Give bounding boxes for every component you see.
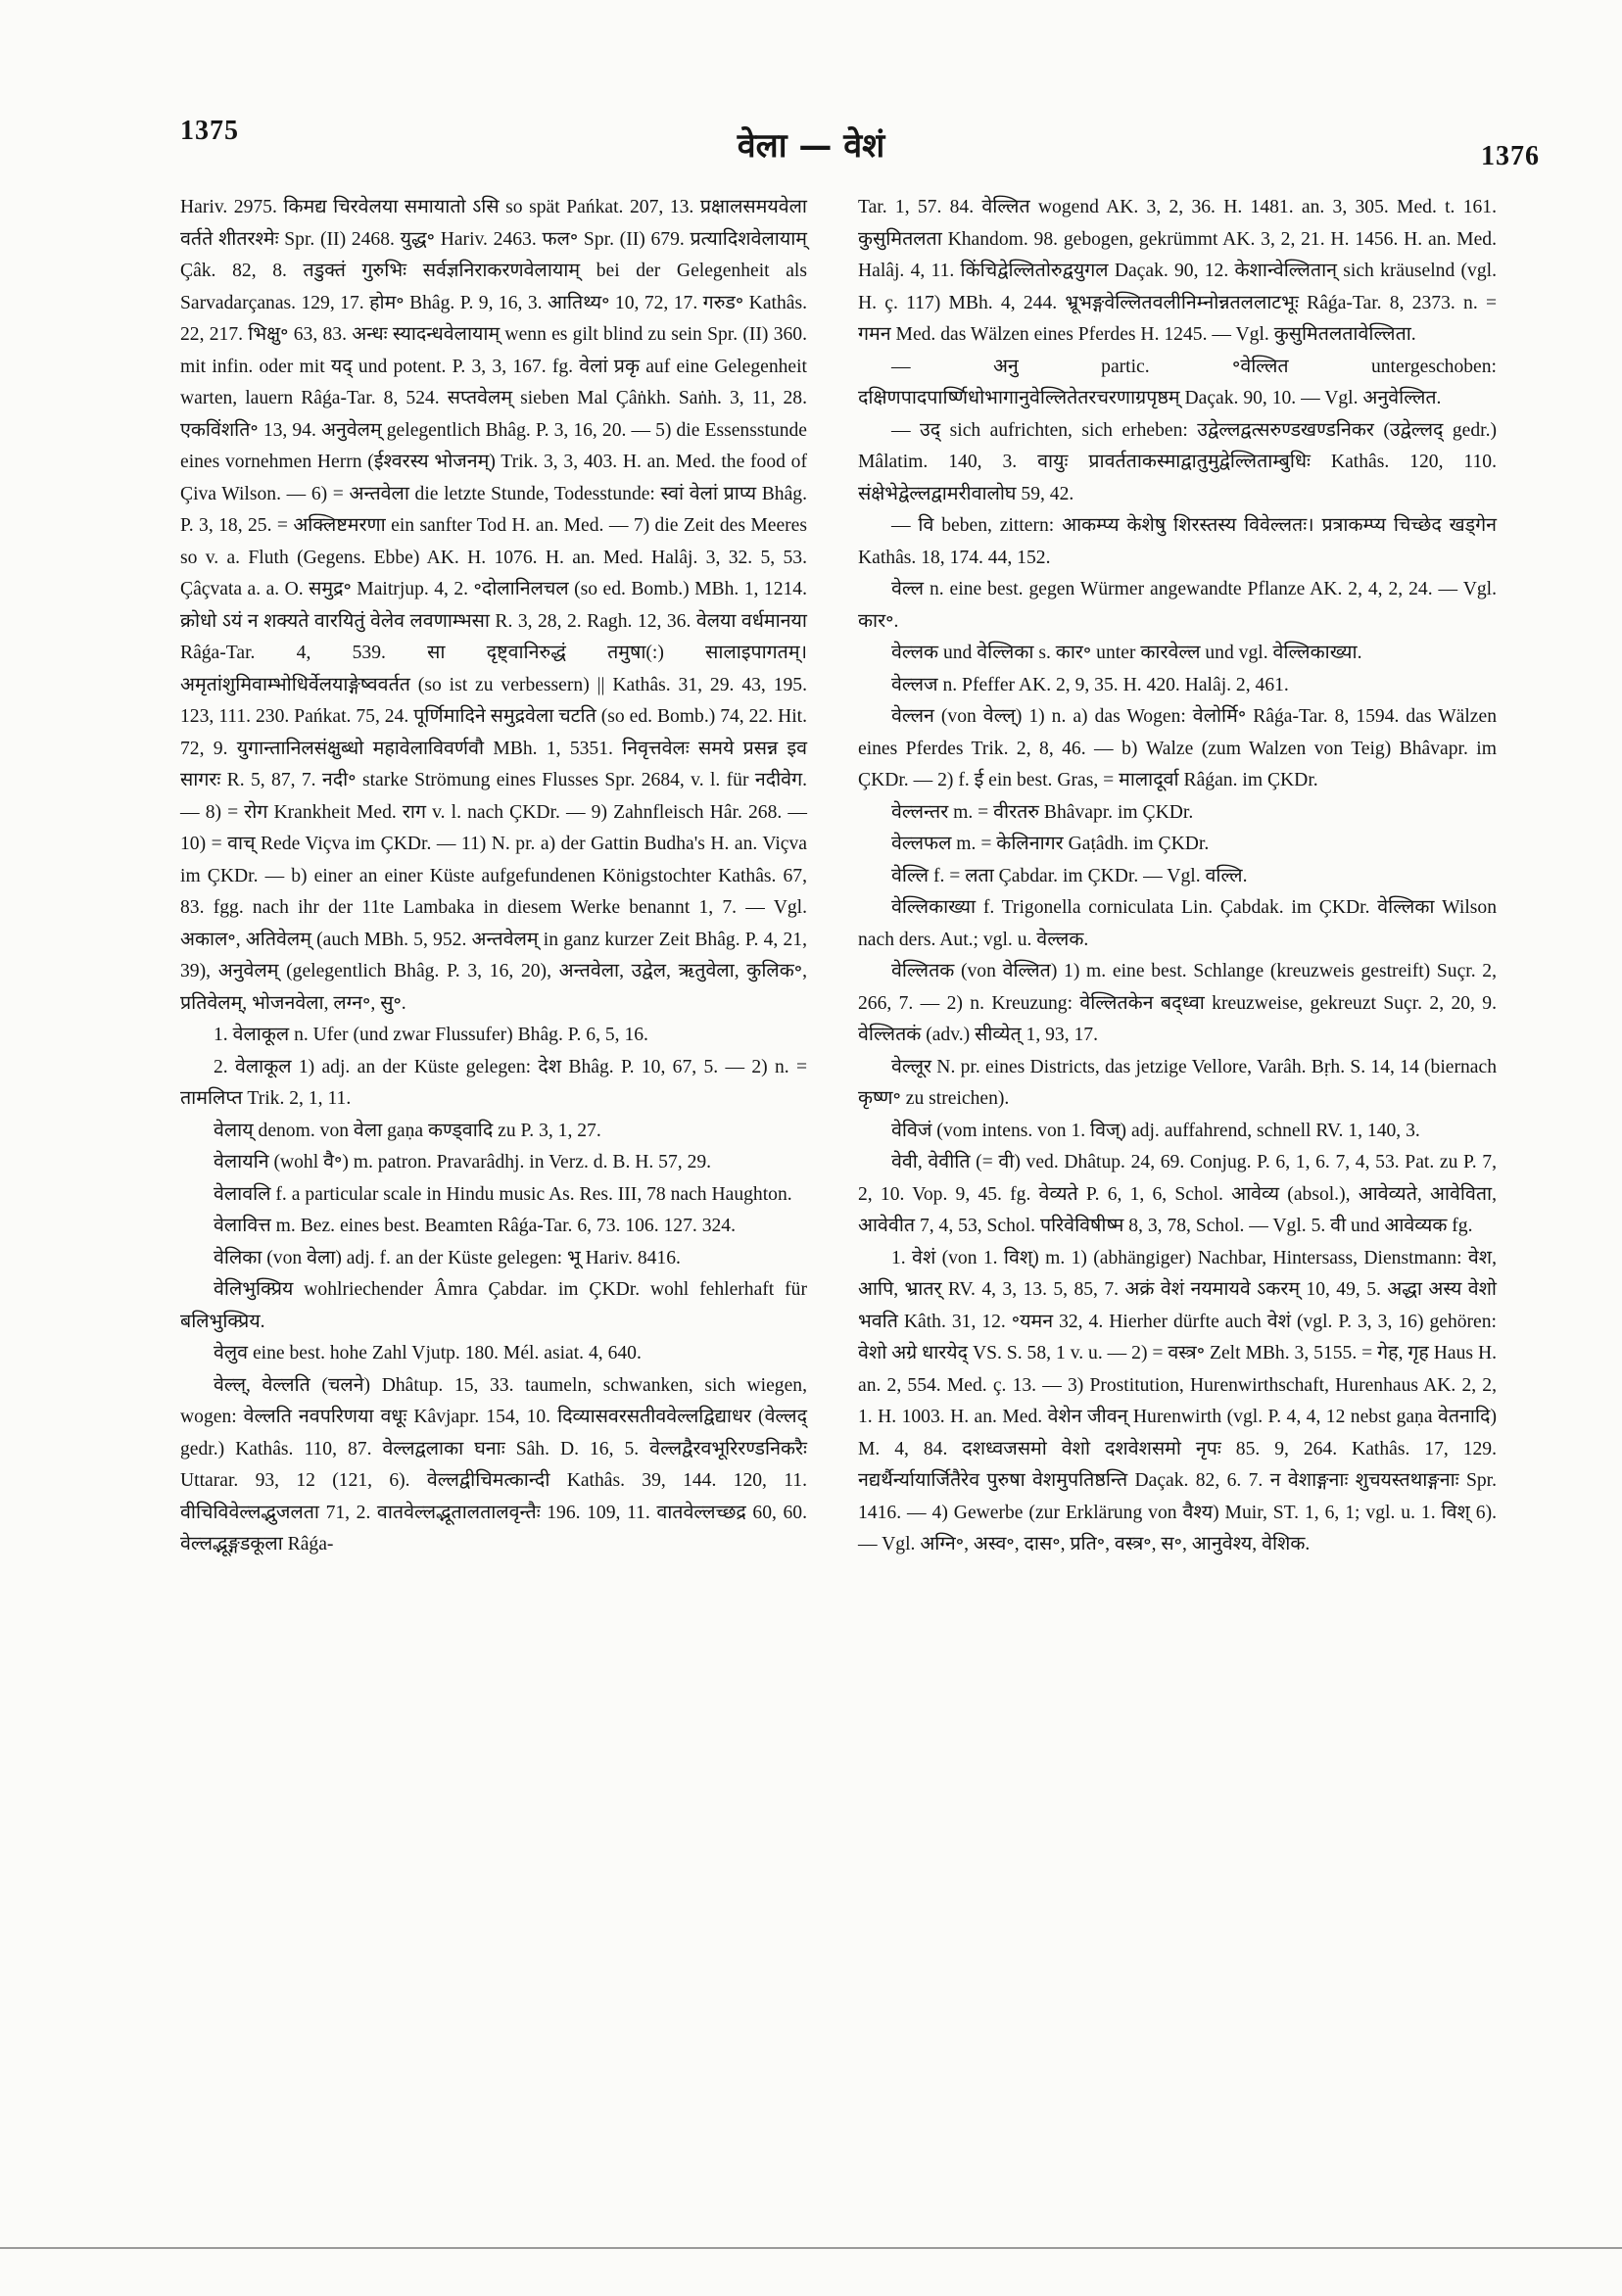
page-number-left: 1375 xyxy=(180,116,239,146)
dictionary-entry: वेल्लितक (von वेल्लित) 1) m. eine best. Schlange (kreuzweis gestreift) Suçr. 2, 266, 7. — 2) n. Kreuzung: वेल्लितकेन बद्ध्वा kreuzweise, gekreuzt Suçr. 2, 20, 9. वेल्लितकं (adv.) सीव्येत् 1, 93, 17. xyxy=(858,961,1497,1045)
dictionary-entry: वेलाय् denom. von वेला gaṇa कण्ड्वादि zu P. 3, 1, 27. xyxy=(214,1120,601,1141)
dictionary-entry: वेल्लि f. = लता Çabdar. im ÇKDr. — Vgl. वल्लि. xyxy=(891,865,1248,886)
dictionary-entry: वेल्लन (von वेल्ल्) 1) n. a) das Wogen: वेलोर्मि॰ Râǵa-Tar. 8, 1594. das Wälzen eines Pferdes Trik. 2, 8, 46. — b) Walze (zum Walzen von Teig) Bhâvapr. im ÇKDr. — 2) f. ई ein best. Gras, = मालादूर्वा Râǵan. im ÇKDr. xyxy=(858,706,1497,790)
footer-rule xyxy=(0,2247,1622,2249)
dictionary-entry: वेल्लूर N. pr. eines Districts, das jetzige Vellore, Varâh. Bṛh. S. 14, 14 (biernach कृष्ण॰ zu streichen). xyxy=(858,1056,1497,1109)
dictionary-entry: वेल्लक und वेल्लिका s. कार॰ unter कारवेल्ल und vgl. वेल्लिकाख्या. xyxy=(891,643,1362,663)
dictionary-entry: — वि beben, zittern: आकम्प्य केशेषु शिरस्तस्य विवेल्लतः। प्रत्राकम्प्य चिच्छेद खड्गेन Kathâs. 18, 174. 44, 152. xyxy=(858,515,1497,568)
dictionary-entry: वेल्लिकाख्या f. Trigonella corniculata Lin. Çabdak. im ÇKDr. वेल्लिका Wilson nach ders. Aut.; vgl. u. वेल्लक. xyxy=(858,897,1497,950)
page-number-right: 1376 xyxy=(1481,141,1540,171)
dictionary-entry: वेविजं (vom intens. von 1. विज्) adj. auffahrend, schnell RV. 1, 140, 3. xyxy=(891,1120,1420,1141)
page-header xyxy=(0,0,1622,171)
dictionary-entry: वेलिभुक्प्रिय wohlriechender Âmra Çabdar. im ÇKDr. wohl fehlerhaft für बलिभुक्प्रिय. xyxy=(180,1279,807,1332)
dictionary-entry: Hariv. 2975. किमद्य चिरवेलया समायातो ऽसि so spät Pańkat. 207, 13. प्रक्षालसमयवेला वर्तते शीतरश्मेः Spr. (II) 2468. युद्ध॰ Hariv. 2463. फल॰ Spr. (II) 679. प्रत्यादिशवेलायाम् Çâk. 82, 8. तडुक्तं गुरुभिः सर्वज्ञनिराकरणवेलायाम् bei der Gelegenheit als Sarvadarçanas. 129, 17. होम॰ Bhâg. P. 9, 16, 3. आतिथ्य॰ 10, 72, 17. गरुड॰ Kathâs. 22, 217. भिक्षु॰ 63, 83. अन्धः स्यादन्धवेलायाम् wenn es gilt blind zu sein Spr. (II) 360. mit infin. oder mit यद् und potent. P. 3, 3, 167. fg. वेलां प्रकृ auf eine Gelegenheit warten, lauern Râǵa-Tar. 8, 524. सप्तवेलम् sieben Mal Çâṅkh. Saṅh. 3, 11, 28. एकविंशति॰ 13, 94. अनुवेलम् gelegentlich Bhâg. P. 3, 16, 20. — 5) die Essensstunde eines vornehmen Herrn (ईश्वरस्य भोजनम्) Trik. 3, 3, 403. H. an. Med. the food of Çiva Wilson. — 6) = अन्तवेला die letzte Stunde, Todesstunde: स्वां वेलां प्राप्य Bhâg. P. 3, 18, 25. = अक्लिष्टमरणा ein sanfter Tod H. an. Med. — 7) die Zeit des Meeres so v. a. Fluth (Gegens. Ebbe) AK. H. 1076. H. an. Med. Halâj. 3, 32. 5, 53. Çâçvata a. a. O. समुद्र॰ Maitrjup. 4, 2. ॰दोलानिलचल (so ed. Bomb.) MBh. 1, 1214. क्रोधो ऽयं न शक्यते वारयितुं वेलेव लवणाम्भसा R. 3, 28, 2. Ragh. 12, 36. वेलया वर्धमानया Râǵa-Tar. 4, 539. सा दृष्ट्वानिरुद्धं तमुषा(:) सालाइपागतम्। अमृतांशुमिवाम्भोधिर्वेलयाङ्गेष्ववर्तत (so ist zu verbessern) || Kathâs. 31, 29. 43, 195. 123, 111. 230. Pańkat. 75, 24. पूर्णिमादिने समुद्रवेला चटति (so ed. Bomb.) 74, 22. Hit. 72, 9. युगान्तानिलसंक्षुब्धो महावेलाविवर्णवौ MBh. 1, 5351. निवृत्तवेलः समये प्रसन्न इव सागरः R. 5, 87, 7. नदी॰ starke Strömung eines Flusses Spr. 2684, v. l. für नदीवेग. — 8) = रोग Krankheit Med. राग v. l. nach ÇKDr. — 9) Zahnfleisch Hâr. 268. — 10) = वाच् Rede Viçva im ÇKDr. — 11) N. pr. a) der Gattin Budha's H. an. Viçva im ÇKDr. — b) einer an einer Küste aufgefundenen Königstochter Kathâs. 67, 83. fgg. nach ihr der 11te Lambaka in diesem Werke benannt 1, 7. — Vgl. अकाल॰, अतिवेलम् (auch MBh. 5, 952. अन्तवेलम् in ganz kurzer Zeit Bhâg. P. 4, 21, 39), अनुवेलम् (gelegentlich Bhâg. P. 3, 16, 20), अन्तवेला, उद्वेल, ऋतुवेला, कुलिक॰, प्रतिवेलम्, भोजनवेला, लग्न॰, सु॰. xyxy=(180,197,807,1014)
dictionary-entry: — अनु partic. ॰वेल्लित untergeschoben: दक्षिणपादपार्ष्णिधोभागानुवेल्लितेतरचरणाग्रपृष्ठम् Daçak. 90, 10. — Vgl. अनुवेल्लित. xyxy=(858,356,1497,408)
dictionary-entry: — उद् sich aufrichten, sich erheben: उद्वेल्लद्वत्सरुण्डखण्डनिकर (उद्वेल्लद् gedr.) Mâlatim. 140, 3. वायुः प्रावर्तताकस्माद्वातुमुद्वेल्लिताम्बुधिः Kathâs. 120, 110. संक्षेभेद्वेल्लद्वामरीवालोघ 59, 42. xyxy=(858,419,1497,504)
dictionary-entry: वेल्लज n. Pfeffer AK. 2, 9, 35. H. 420. Halâj. 2, 461. xyxy=(891,674,1289,695)
dictionary-entry: वेलावित्त m. Bez. eines best. Beamten Râǵa-Tar. 6, 73. 106. 127. 324. xyxy=(214,1216,736,1236)
dictionary-entry: 1. वेशं (von 1. विश्) m. 1) (abhängiger) Nachbar, Hintersass, Dienstmann: वेश, आपि, भ्रातर् RV. 4, 3, 13. 5, 85, 7. अक्रं वेशं नयमायवे ऽकरम् 10, 49, 5. अद्धा अस्य वेशो भवति Kâth. 31, 12. ॰यमन 32, 4. Hierher dürfte auch वेशं (vgl. P. 3, 3, 16) gehören: वेशो अग्रे धारयेद् VS. S. 58, 1 v. u. — 2) = वस्त्र॰ Zelt MBh. 3, 5155. = गेह, गृह Haus H. an. 2, 554. Med. ç. 13. — 3) Prostitution, Hurenwirthschaft, Hurenhaus AK. 2, 2, 1. H. 1003. H. an. Med. वेशेन जीवन् Hurenwirth (vgl. P. 4, 4, 12 nebst gaṇa वेतनादि) M. 4, 84. दशध्वजसमो वेशो दशवेशसमो नृपः 85. 9, 264. Kathâs. 17, 129. नद्यर्थैर्न्यायार्जितैरेव पुरुषा वेशमुपतिष्ठन्ति Daçak. 82, 6. 7. न वेशाङ्गनाः शुचयस्तथाङ्गनाः Spr. 1416. — 4) Gewerbe (zur Erklärung von वैश्य) Muir, ST. 1, 6, 1; vgl. u. 1. विश् 6). — Vgl. अग्नि॰, अस्व॰, दास॰, प्रति॰, वस्त्र॰, स॰, आनुवेश्य, वेशिक. xyxy=(858,1247,1497,1555)
running-headword: वेला — वेशं xyxy=(737,126,885,166)
dictionary-entry: 1. वेलाकूल n. Ufer (und zwar Flussufer) Bhâg. P. 6, 5, 16. xyxy=(214,1025,648,1045)
dictionary-entry: वेल्ल्, वेल्लति (चलने) Dhâtup. 15, 33. taumeln, schwanken, sich wiegen, wogen: वेल्लति नवपरिणया वधूः Kâvjapr. 154, 10. दिव्यासवरसतीववेल्लद्विद्याधर (वेल्लद् gedr.) Kathâs. 110, 87. वेल्लद्वलाका घनाः Sâh. D. 16, 5. वेल्लद्वैरवभूरिरण्डनिकरैः Uttarar. 93, 12 (121, 6). वेल्लद्वीचिमत्कान्दी Kathâs. 39, 144. 120, 11. वीचिविवेल्लद्भुजलता 71, 2. वातवेल्लद्भूतालतालवृन्तैः 196. 109, 11. वातवेल्लच्छद्र 60, 60. वेल्लद्भूङ्गडकूला Râǵa- xyxy=(180,1374,807,1555)
dictionary-entry: वेलुव eine best. hohe Zahl Vjutp. 180. Mél. asiat. 4, 640. xyxy=(214,1343,642,1363)
dictionary-entry: वेवी, वेवीति (= वी) ved. Dhâtup. 24, 69. Conjug. P. 6, 1, 6. 7, 4, 53. Pat. zu P. 7, 2, 10. Vop. 9, 45. fg. वेव्यते P. 6, 1, 6, Schol. आवेव्य (absol.), आवेव्यते, आवेविता, आवेवीत 7, 4, 53, Schol. परिवेविषीष्म 8, 3, 78, Schol. — Vgl. 5. वी und आवेव्यक fg. xyxy=(858,1152,1497,1236)
left-column xyxy=(180,192,807,1561)
dictionary-entry: Tar. 1, 57. 84. वेल्लित wogend AK. 3, 2, 36. H. 1481. an. 3, 305. Med. t. 161. कुसुमितलता Khandom. 98. gebogen, gekrümmt AK. 3, 2, 21. H. 1456. H. an. Med. Halâj. 4, 11. किंचिद्वेल्लितोरुद्वयुगल Daçak. 90, 12. केशान्वेल्लितान् sich kräuselnd (vgl. H. ç. 117) MBh. 4, 244. भ्रूभङ्गवेल्लितवलीनिम्नोन्नतललाटभूः Râǵa-Tar. 8, 2373. n. = गमन Med. das Wälzen eines Pferdes H. 1245. — Vgl. कुसुमितलतावेल्लिता. xyxy=(858,197,1497,345)
dictionary-entry: 2. वेलाकूल 1) adj. an der Küste gelegen: देश Bhâg. P. 10, 67, 5. — 2) n. = तामलिप्त Trik. 2, 1, 11. xyxy=(180,1056,807,1109)
dictionary-entry: वेल्लफल m. = केलिनागर Gaṭâdh. im ÇKDr. xyxy=(891,834,1210,854)
dictionary-entry: वेलिका (von वेला) adj. f. an der Küste gelegen: भू Hariv. 8416. xyxy=(214,1247,681,1268)
right-column xyxy=(858,192,1497,1561)
dictionary-entry: वेलावलि f. a particular scale in Hindu music As. Res. III, 78 nach Haughton. xyxy=(214,1183,792,1205)
dictionary-entry: वेल्लन्तर m. = वीरतरु Bhâvapr. im ÇKDr. xyxy=(891,801,1194,823)
dictionary-entry: वेलायनि (wohl वै॰) m. patron. Pravarâdhj. in Verz. d. B. H. 57, 29. xyxy=(214,1152,712,1172)
dictionary-entry: वेल्ल n. eine best. gegen Würmer angewandte Pflanze AK. 2, 4, 2, 24. — Vgl. कार॰. xyxy=(858,579,1497,632)
